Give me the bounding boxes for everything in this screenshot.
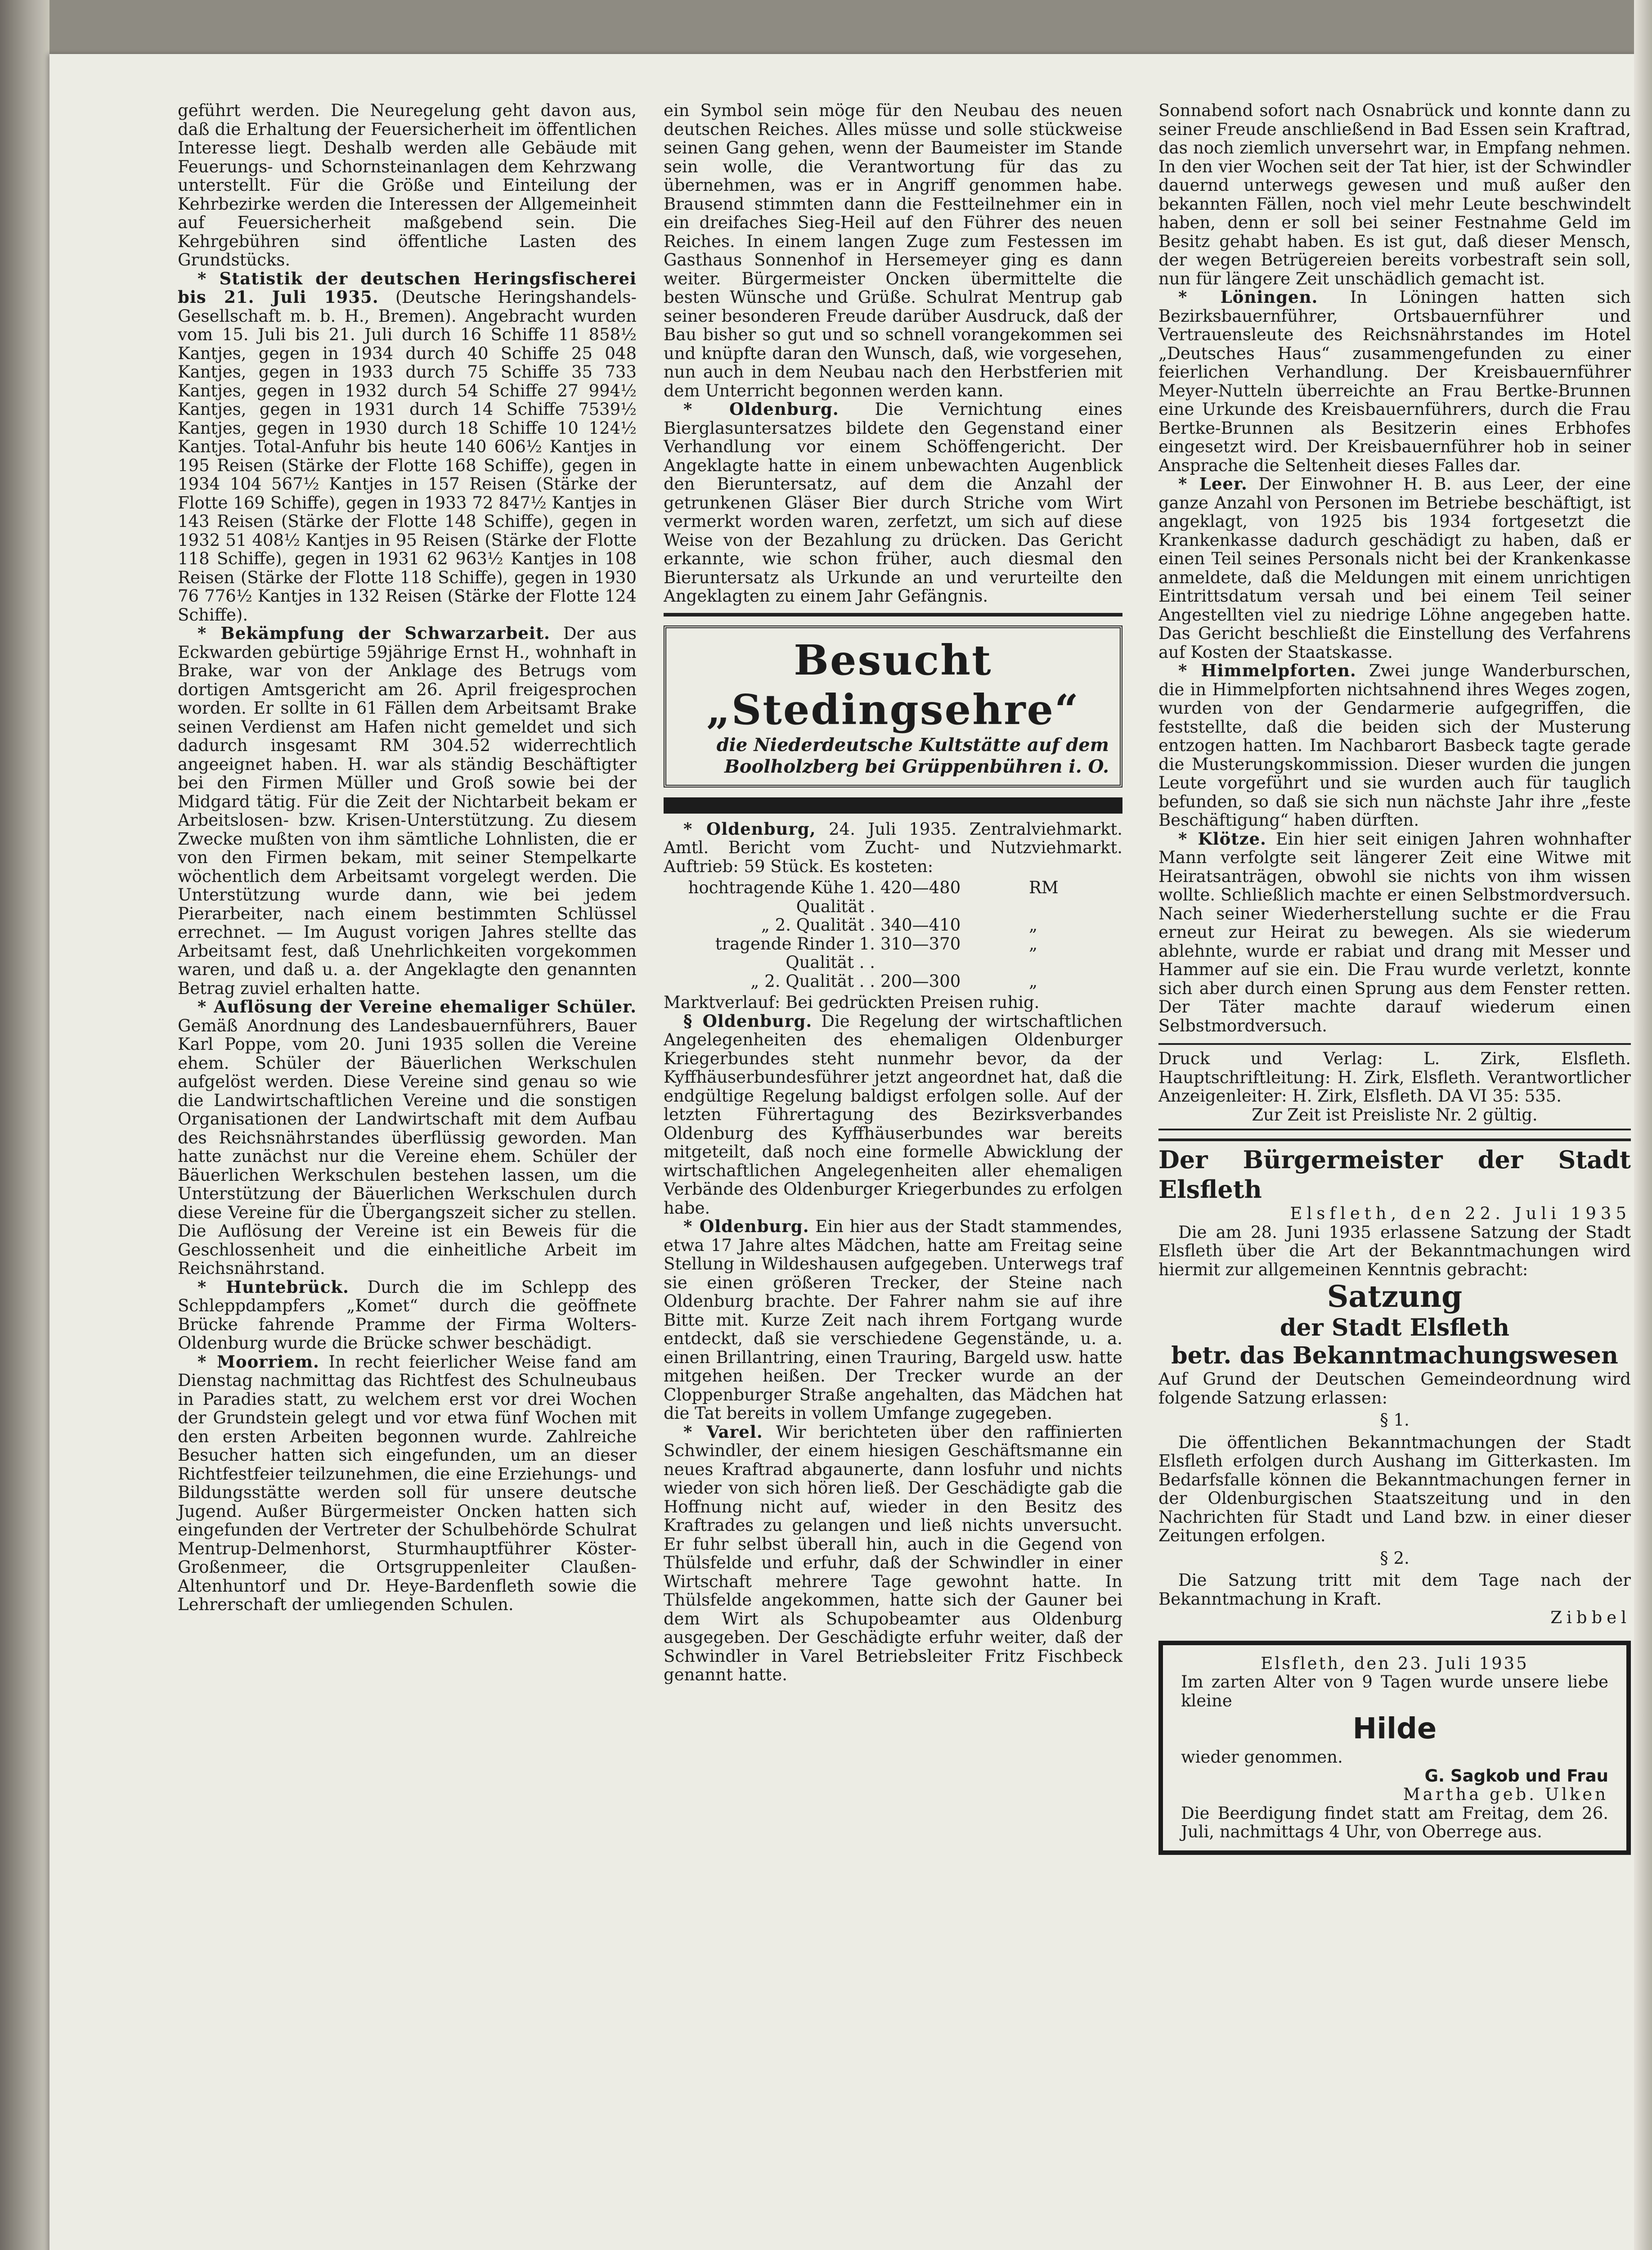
statute-title: Satzung	[1327, 1279, 1463, 1314]
article: * Huntebrück. Durch die im Schlepp des Schleppdampfers „Komet“ durch die geöffnete Brücke fahrende Pramme der Firma Wolters-Oldenburg wurde die Brücke schwer beschädigt.	[178, 1277, 637, 1353]
market-footer: Marktverlauf: Bei gedrückten Preisen ruhig.	[664, 993, 1040, 1012]
ad-subtitle: Boolholzberg bei Grüppenbühren i. O.	[724, 756, 1109, 777]
statute-subtitle: der Stadt Elsfleth	[1279, 1314, 1510, 1341]
price-row: „ 2. Qualität . . 200—300 „	[750, 971, 1038, 991]
column-middle	[664, 101, 1122, 1684]
article: ein Symbol sein möge für den Neubau des neuen deutschen Reiches. Alles müsse und solle stückweise seinen Gang gehen, wenn der Baumeister im Stande sein wolle, die Verantwortung für das zu übernehmen, was er in Angriff genommen habe. Brausend stimmten dann die Festteilnehmer ein in ein dreifaches Sieg-Heil auf den Führer des neuen Reiches. In einem langen Zuge zum Festessen im Gasthaus Sonnenhof in Hersemeyer ging es dann weiter. Bürgermeister Oncken übermittelte die besten Wünsche und Grüße. Schulrat Mentrup gab seiner besonderen Freude darüber Ausdruck, daß der Bau bisher so gut und so schnell vorangekommen sei und knüpfte daran den Wunsch, daß, wie vorgesehen, nun auch in dem Neubau nach den Herbstferien mit dem Unterricht begonnen werden kann.	[664, 101, 1122, 400]
article: * Auflösung der Vereine ehemaliger Schüler. Gemäß Anordnung des Landesbauernführers, Bauer Karl Poppe, vom 20. Juni 1935 sollen die Vereine ehem. Schüler der Bäuerlichen Werkschulen aufgelöst werden. Diese Vereine sind genau so wie die Landwirtschaftlichen Vereine und die sonstigen Organisationen der Landwirtschaft mit dem Aufbau des Reichsnährstandes überflüssig geworden. Man hatte zunächst nur die Vereine ehem. Schüler der Bäuerlichen Werkschulen bestehen lassen, um die Unterstützung der Bäuerlichen Werkschulen durch diese Vereine für die Übergangszeit sicher zu stellen. Die Auflösung der Vereine ist ein Beweis für die Geschlossenheit und die einheitliche Arbeit im Reichsnährstand.	[178, 997, 637, 1278]
announcement-name: Hilde	[1352, 1712, 1437, 1746]
article: * Himmelpforten. Zwei junge Wanderburschen, die in Himmelpforten nichtsahnend ihres Weges zogen, wurden von der Gendarmerie aufgegriffen, die feststellte, daß die beiden sich der Musterung entzogen hatten. Im Nachbarort Basbeck tagte gerade die Musterungskommission. Dieser wurden die jungen Leute vorgeführt und sie wurden auch für tauglich befunden, so daß sie sich nun nächste Jahr ihre „feste Beschäftigung“ haben dürften.	[1158, 661, 1631, 830]
article: * Moorriem. In recht feierlicher Weise fand am Dienstag nachmittag das Richtfest des Schulneubaus in Paradies statt, zu welchem erst vor drei Wochen der Grundstein gelegt und vor etwa fünf Wochen mit den ersten Arbeiten begonnen wurde. Zahlreiche Besucher hatten sich eingefunden, um an dieser Richtfestfeier teilzunehmen, die eine Erziehungs- und Bildungsstätte werden soll für unsere deutsche Jugend. Außer Bürgermeister Oncken hatten sich eingefunden der Vertreter der Schulbehörde Schulrat Mentrup-Delmenhorst, Sturmhauptführer Köster-Großenmeer, die Ortsgruppenleiter Claußen-Altenhuntorf und Dr. Heye-Bardenfleth sowie die Lehrerschaft der umliegenden Schulen.	[178, 1351, 637, 1614]
column-left	[178, 101, 637, 1614]
price-row: „ 2. Qualität . 340—410 „	[761, 915, 1038, 935]
article: * Leer. Der Einwohner H. B. aus Leer, der eine ganze Anzahl von Personen im Betriebe beschäftigt, ist angeklagt, von 1925 bis 1934 fortgesetzt die Krankenkasse dadurch geschädigt zu haben, daß er einen Teil seines Personals nicht bei der Krankenkasse anmeldete, daß die Meldungen mit einem unrichtigen Eintrittsdatum versah und bei einem Teil seiner Angestellten viel zu niedrige Löhne angegeben hatte. Das Gericht beschließt die Einstellung des Verfahrens auf Kosten der Staatskasse.	[1158, 474, 1631, 662]
page-edge	[1634, 0, 1652, 2250]
notice-heading: Der Bürgermeister der Stadt Elsfleth	[1158, 1138, 1631, 1204]
article: * Löningen. In Löningen hatten sich Bezirksbauernführer, Ortsbauernführer und Vertrauensleute des Reichsnährstandes im Hotel „Deutsches Haus“ zusammengefunden zu einer feierlichen Verhandlung. Der Kreisbauernführer Meyer-Nutteln überreichte an Frau Bertke-Brunnen eine Urkunde des Kreisbauernführers, durch die Frau Bertke-Brunnen als Besitzerin eines Erbhofes eingesetzt wird. Der Kreisbauernführer hob in seiner Ansprache die Seltenheit dieses Falles dar.	[1158, 287, 1631, 475]
statute-subtitle: betr. das Bekanntmachungswesen	[1171, 1342, 1618, 1369]
article: * Oldenburg. Die Vernichtung eines Bierglasuntersatzes bildete den Gegenstand einer Verhandlung vor einem Schöffengericht. Der Angeklagte hatte in einem unbewachten Augenblick den Bieruntersatz, auf dem die Anzahl der getrunkenen Gläser Bier durch Striche vom Wirt vermerkt worden waren, zerfetzt, um sich auf diese Weise von der Bezahlung zu drücken. Das Gericht erkannte, wie schon früher, auch diesmal den Bieruntersatz als Urkunde an und verurteilte den Angeklagten zu einem Jahr Gefängnis.	[664, 399, 1122, 606]
newspaper-page	[49, 54, 1652, 2250]
book-spine	[0, 0, 49, 2250]
advertisement-stedingsehre	[664, 626, 1122, 788]
price-row: tragende Rinder 1. Qualität . . 310—370 „	[715, 934, 1038, 972]
article: * Varel. Wir berichteten über den raffinierten Schwindler, der einem hiesigen Geschäftsmanne ein neues Kraftrad abgaunerte, dann losfuhr und nichts wieder von sich hören ließ. Der Geschädigte gab die Hoffnung nicht auf, wieder in den Besitz des Kraftrades zu gelangen und ließ nichts unversucht. Er fuhr selbst überall hin, auch in die Gegend von Thülsfelde und erfuhr, daß der Schwindler in einer Wirtschaft mehrere Tage gewohnt hatte. In Thülsfelde angekommen, hatte sich der Gauner bei dem Wirt als Schupobeamter aus Oldenburg ausgegeben. Der Geschädigte erfuhr weiter, daß der Schwindler in Varel Betriebsleiter Fritz Fischbeck genannt hatte.	[664, 1422, 1122, 1684]
ad-title: Besucht „Stedingsehre“	[706, 635, 1080, 734]
family-announcement: Elsfleth, den 23. Juli 1935 Im zarten Alter von 9 Tagen wurde unsere liebe kleine Hilde wieder genommen. G. Sagkob und Frau Martha geb. Ulken Die Beerdigung findet statt am Freitag, dem 26. Juli, nachmittags 4 Uhr, von Oberrege aus.	[1158, 1641, 1631, 1855]
price-table	[664, 878, 1122, 990]
article: * Oldenburg. Ein hier aus der Stadt stammendes, etwa 17 Jahre altes Mädchen, hatte am Freitag seine Stellung in Wildeshausen aufgegeben. Unterwegs traf sie einen größeren Trecker, der Steine nach Oldenburg brachte. Der Fahrer nahm sie auf ihre Bitte mit. Kurze Zeit nach ihrem Fortgang wurde entdeckt, daß sie verschiedene Gegenstände, u. a. einen Brillantring, einen Trauring, Bargeld usw. hatte mitgehen heißen. Der Trecker wurde an der Cloppenburger Straße angehalten, das Mädchen hat die Tat bereits in vollem Umfange zugegeben.	[664, 1216, 1122, 1423]
article: Sonnabend sofort nach Osnabrück und konnte dann zu seiner Freude anschließend in Bad Essen sein Kraftrad, das noch ziemlich unversehrt war, in Empfang nehmen. In den vier Wochen seit der Tat hier, ist der Schwindler dauernd unterwegs gewesen und muß außer den bekannten Fällen, noch viel mehr Leute beschwindelt haben, denn er soll bei seiner Festnahme Geld im Besitz gehabt haben. Es ist gut, daß dieser Mensch, der wegen Betrügereien bereits vorbestraft sein soll, nun für längere Zeit unschädlich gemacht ist.	[1158, 101, 1631, 288]
divider	[664, 613, 1122, 616]
column-right	[1158, 101, 1631, 1855]
article: § Oldenburg. Die Regelung der wirtschaftlichen Angelegenheiten des ehemaligen Oldenburger Kriegerbundes steht nunmehr bevor, da der Kyffhäuserbundesführer jetzt angeordnet hat, daß die endgültige Regelung baldigst erfolgen solle. Auf der letzten Führertagung des Bezirksverbandes Oldenburg des Kyffhäuserbundes war bereits mitgeteilt, daß noch eine formelle Abwicklung der wirtschaftlichen Angelegenheiten aller ehemaligen Verbände des Oldenburger Kriegerbundes zu erfolgen habe.	[664, 1011, 1122, 1218]
article: geführt werden. Die Neuregelung geht davon aus, daß die Erhaltung der Feuersicherheit im öffentlichen Interesse liegt. Deshalb werden alle Gebäude mit Feuerungs- und Schornsteinanlagen dem Kehrzwang unterstellt. Für die Größe und Einteilung der Kehrbezirke werden die Interessen der Allgemeinheit auf Feuersicherheit maßgebend sein. Die Kehrgebühren sind öffentliche Lasten des Grundstücks.	[178, 101, 637, 270]
ad-subtitle: die Niederdeutsche Kultstätte auf dem	[716, 734, 1109, 756]
price-row: hochtragende Kühe 1. Qualität . 420—480 RM	[688, 878, 1059, 916]
notice-signature: Zibbel	[1550, 1608, 1631, 1627]
article: * Klötze. Ein hier seit einigen Jahren wohnhafter Mann verfolgte seit längerer Zeit eine Witwe mit Heiratsanträgen, obwohl sie nichts von ihm wissen wollte. Schließlich machte er einen Selbstmordversuch. Nach seiner Wiederherstellung suchte er die Frau erneut zur Heirat zu bewegen. Als sie wiederum ablehnte, wurde er rabiat und drang mit Messer und Hammer auf sie ein. Die Frau wurde verletzt, konnte sich aber durch einen Sprung aus dem Fenster retten. Der Täter machte darauf wiederum einen Selbstmordversuch.	[1158, 828, 1631, 1035]
market-report: * Oldenburg, 24. Juli 1935. Zentralviehmarkt. Amtl. Bericht vom Zucht- und Nutzviehmarkt. Auftrieb: 59 Stück. Es kosteten:	[664, 819, 1122, 876]
article: * Statistik der deutschen Heringsfischerei bis 21. Juli 1935. (Deutsche Heringshandels-Gesellschaft m. b. H., Bremen). Angebracht wurden vom 15. Juli bis 21. Juli durch 16 Schiffe 11 858½ Kantjes, gegen in 1934 durch 40 Schiffe 25 048 Kantjes, gegen in 1933 durch 75 Schiffe 35 733 Kantjes, gegen in 1932 durch 54 Schiffe 27 994½ Kantjes, gegen in 1931 durch 14 Schiffe 7539½ Kantjes, gegen in 1930 durch 18 Schiffe 10 124½ Kantjes. Total-Anfuhr bis heute 140 606½ Kantjes in 195 Reisen (Stärke der Flotte 168 Schiffe), gegen in 1934 104 567½ Kantjes in 157 Reisen (Stärke der Flotte 169 Schiffe), gegen in 1933 72 847½ Kantjes in 143 Reisen (Stärke der Flotte 148 Schiffe), gegen in 1932 51 408½ Kantjes in 95 Reisen (Stärke der Flotte 118 Schiffe), gegen in 1931 62 963½ Kantjes in 108 Reisen (Stärke der Flotte 118 Schiffe), gegen in 1930 76 776½ Kantjes in 132 Reisen (Stärke der Flotte 124 Schiffe).	[178, 268, 637, 625]
article: * Bekämpfung der Schwarzarbeit. Der aus Eckwarden gebürtige 59jährige Ernst H., wohnhaft in Brake, war von der Anklage des Betrugs vom dortigen Amtsgericht am 26. April freigesprochen worden. Er sollte in 61 Fällen dem Arbeitsamt Brake seinen Verdienst am Hafen nicht gemeldet und sich dadurch insgesamt RM 304.52 widerrechtlich angeeignet haben. H. war als ständig Beschäftigter bei den Firmen Müller und Groß sowie bei der Midgard tätig. Für die Zeit der Nichtarbeit bekam er Arbeitslosen- bzw. Krisen-Unterstützung. Zu diesem Zwecke mußten von ihm sämtliche Lohnlisten, die er von den Firmen bekam, mit seiner Stempelkarte wöchentlich dem Arbeitsamt vorgelegt werden. Die Unterstützung wurde dann, wie bei jedem Pierarbeiter, nach einem bestimmten Schlüssel errechnet. — Im August vorigen Jahres stellte das Arbeitsamt fest, daß Unehrlichkeiten vorgekommen waren, und daß u. a. der Angeklagte den genannten Betrag zuviel erhalten hatte.	[178, 623, 637, 998]
notice-dateline: Elsfleth, den 22. Juli 1935	[1290, 1204, 1631, 1223]
imprint: Druck und Verlag: L. Zirk, Elsfleth. Hauptschriftleitung: H. Zirk, Elsfleth. Verantwortlicher Anzeigenleiter: H. Zirk, Elsfleth. DA VI 35: 535. Zur Zeit ist Preisliste Nr. 2 gültig.	[1158, 1043, 1631, 1130]
official-notice: Der Bürgermeister der Stadt Elsfleth Elsfleth, den 22. Juli 1935 Die am 28. Juni 1935 erlassene Satzung der Stadt Elsfleth über die Art der Bekanntmachungen wird hiermit zur allgemeinen Kenntnis gebracht: Satzung der Stadt Elsfleth betr. das Bekanntmachungswesen Auf Grund der Deutschen Gemeindeordnung wird folgende Satzung erlassen: § 1. Die öffentlichen Bekanntmachungen der Stadt Elsfleth erfolgen durch Aushang im Gitterkasten. Im Bedarfsfalle können die Bekanntmachungen ferner in der Oldenburgischen Staatszeitung und in den Nachrichten für Stadt und Land bzw. in einer dieser Zeitungen erfolgen. § 2. Die Satzung tritt mit dem Tage nach der Bekanntmachung in Kraft. Zibbel	[1158, 1138, 1631, 1627]
divider	[664, 797, 1122, 814]
